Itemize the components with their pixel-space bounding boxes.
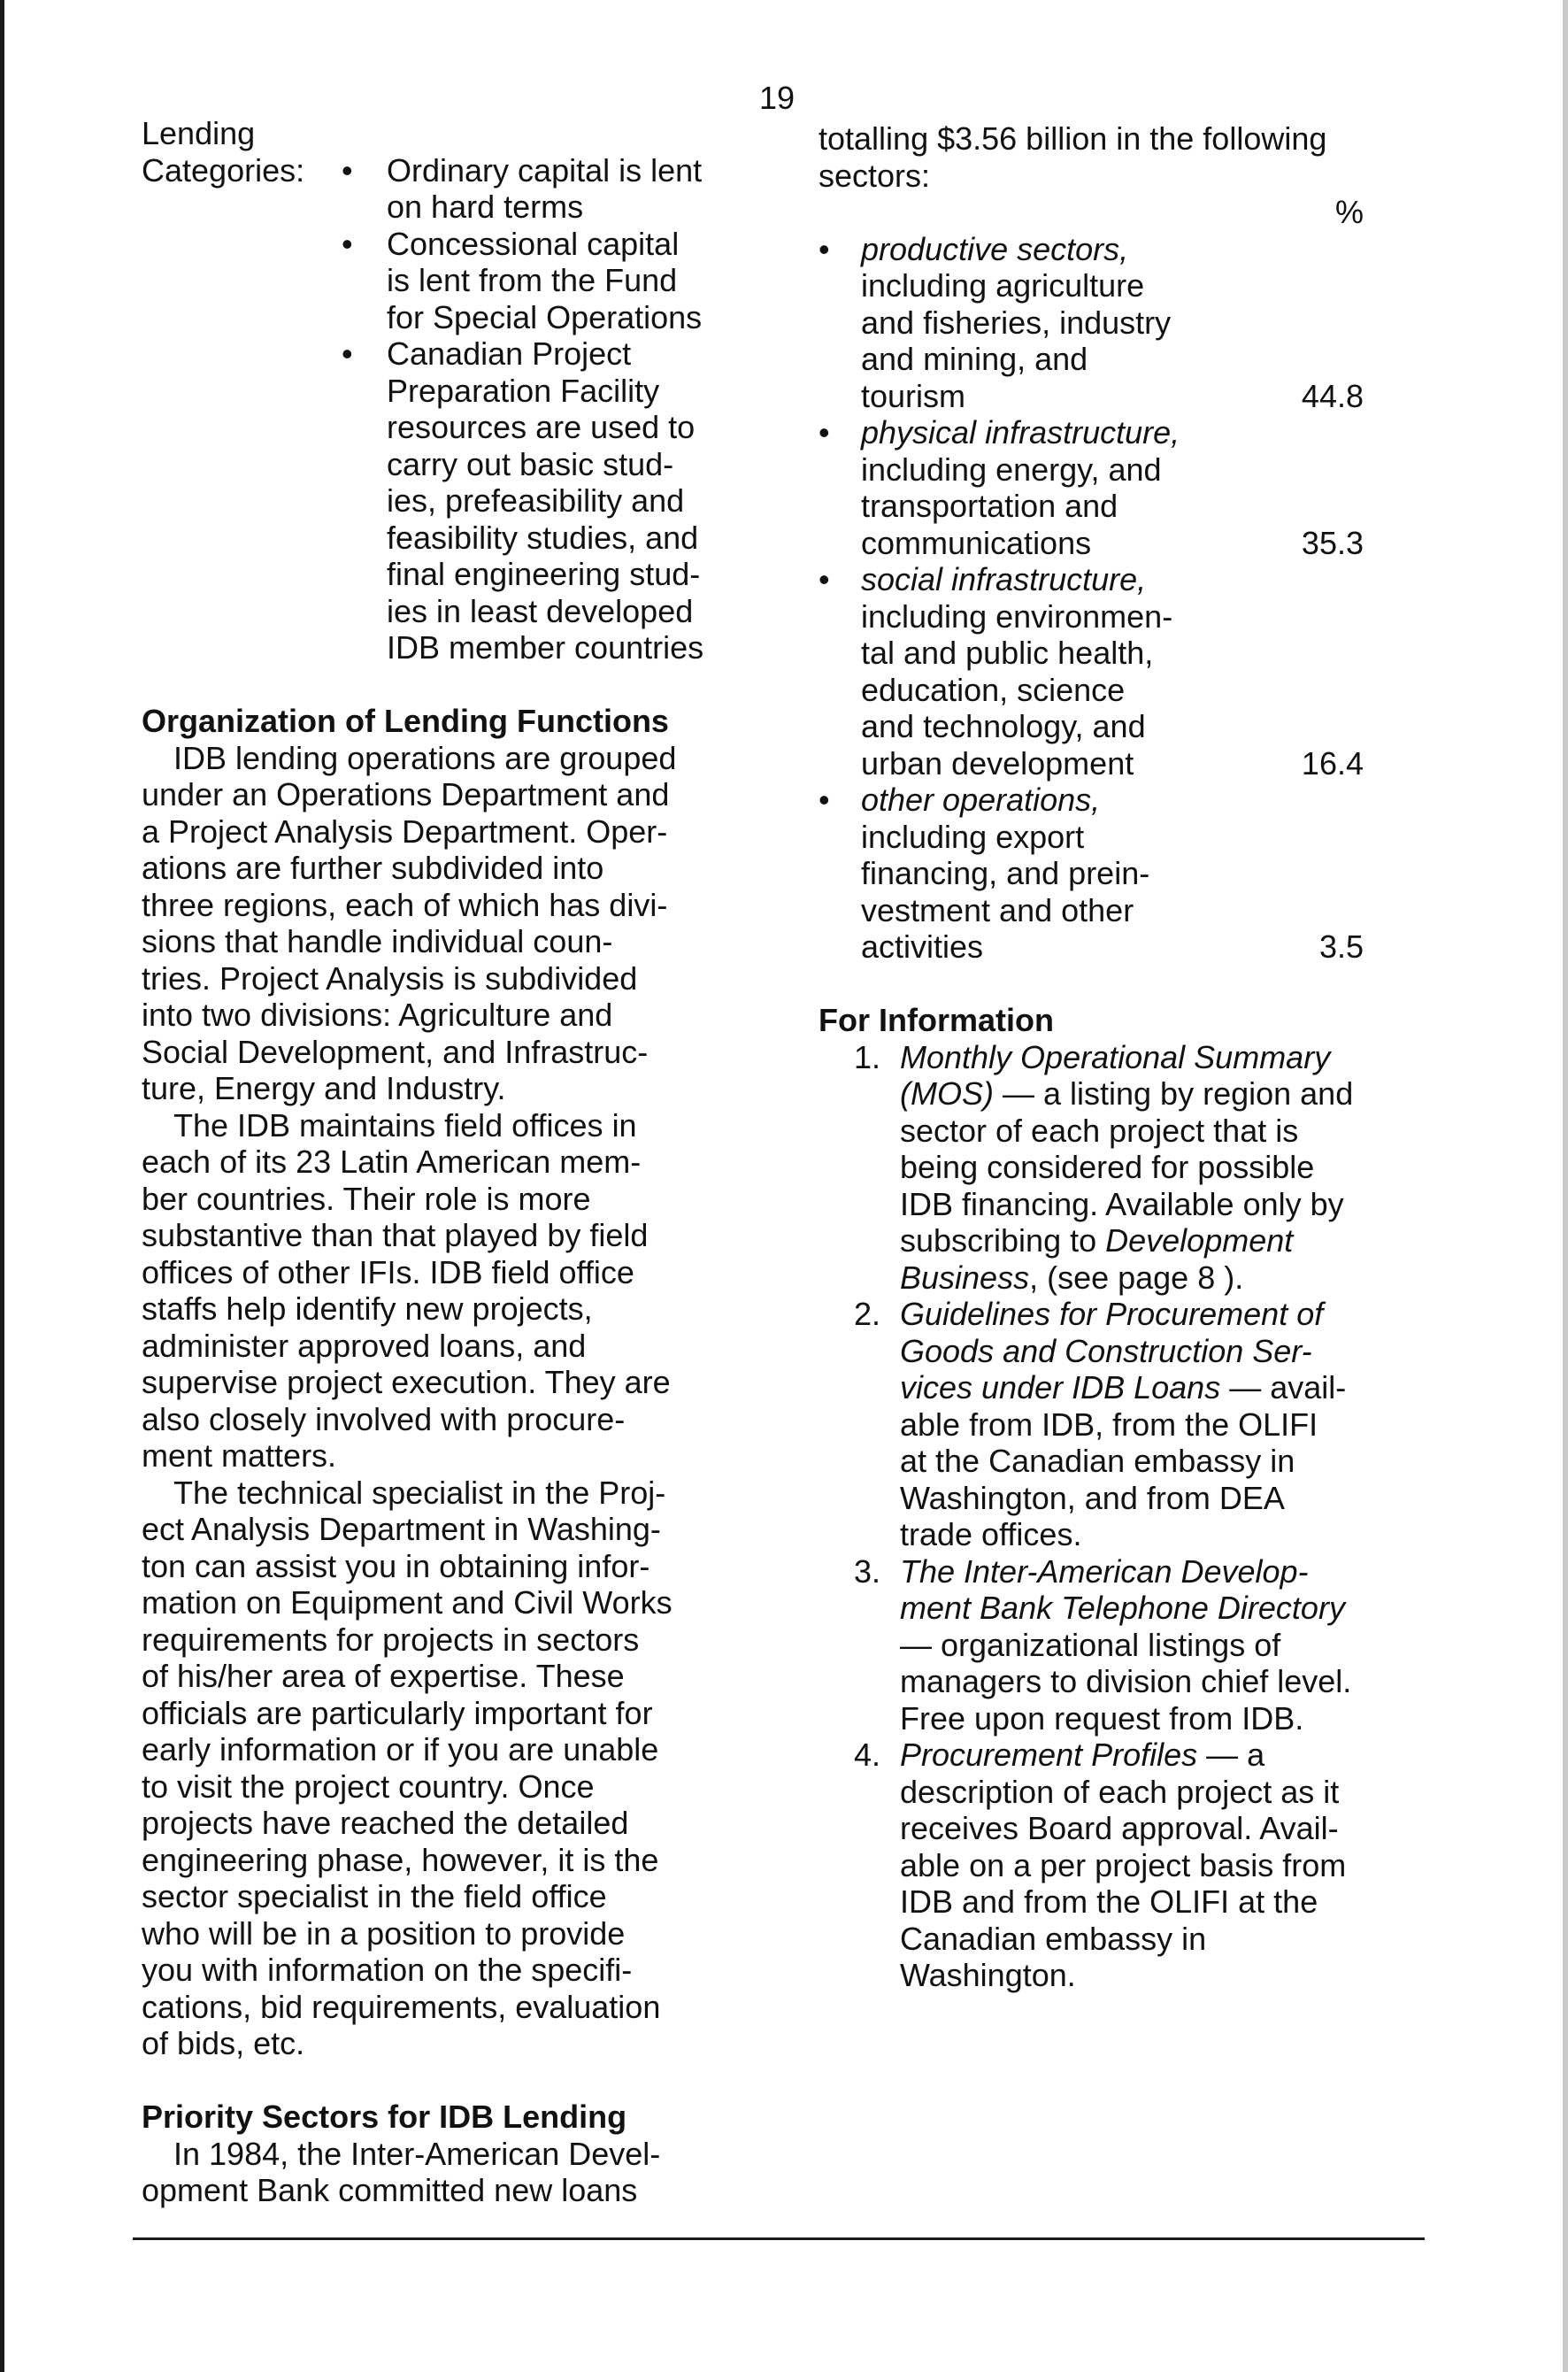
paragraph-line: Social Development, and Infrastruc- [142, 1033, 649, 1070]
paragraph-line: engineering phase, however, it is the [142, 1841, 659, 1878]
info-title: Monthly Operational Summary [900, 1038, 1331, 1075]
info-text: — a listing by region and [993, 1075, 1354, 1112]
info-text: subscribing to [900, 1222, 1097, 1259]
info-text: able from IDB, from the OLIFI [900, 1405, 1318, 1443]
sector-title: social infrastructure, [861, 561, 1147, 597]
bullet-icon: • [819, 414, 830, 451]
category-text: for Special Operations [387, 298, 703, 335]
section-heading: Organization of Lending Functions [142, 703, 669, 739]
paragraph-line: sector specialist in the field office [142, 1878, 607, 1914]
paragraph-line: ture, Energy and Industry. [142, 1070, 506, 1106]
info-text: at the Canadian embassy in [900, 1443, 1295, 1479]
bullet-icon: • [342, 225, 353, 262]
info-text: Canadian embassy in [900, 1920, 1207, 1957]
info-text: Washington, and from DEA [900, 1479, 1285, 1516]
info-item [819, 1296, 1438, 1333]
paragraph-line: also closely involved with procure- [142, 1400, 626, 1437]
category-text: Concessional capital [387, 225, 680, 262]
right-edge-shadow [1563, 0, 1568, 2372]
sector-line: financing, and prein- [861, 855, 1150, 891]
sector-line: including environmen- [861, 597, 1173, 635]
page-number: 19 [759, 80, 796, 116]
sector-percent: 44.8 [1301, 377, 1364, 414]
paragraph-line: to visit the project country. Once [142, 1767, 595, 1805]
paragraph-line: substantive than that played by field [142, 1217, 649, 1253]
info-text: being considered for possible [900, 1149, 1315, 1185]
sector-line: and technology, and [861, 708, 1146, 744]
sector-line: transportation and [861, 488, 1118, 524]
sector-line: including energy, and [861, 451, 1162, 488]
intro-line: totalling $3.56 billion in the following [819, 120, 1327, 157]
info-item [819, 1553, 1438, 1590]
sector-item [819, 782, 1438, 819]
info-text: managers to division chief level. [900, 1663, 1352, 1699]
info-title: Goods and Construction Ser- [900, 1332, 1312, 1369]
sector-item [819, 231, 1438, 268]
paragraph-line: officials are particularly important for [142, 1694, 653, 1731]
organization-section [142, 703, 761, 2062]
info-text: — a [1197, 1737, 1265, 1773]
info-text: description of each project as it [900, 1773, 1340, 1810]
paragraph-line: The IDB maintains field offices in [173, 1106, 637, 1144]
info-text: , (see page 8 ). [1029, 1259, 1244, 1296]
paragraph-line: three regions, each of which has divi- [142, 886, 668, 923]
paragraph-line: ber countries. Their role is more [142, 1180, 591, 1217]
paragraph-line: ton can assist you in obtaining infor- [142, 1547, 650, 1584]
bullet-icon: • [342, 151, 353, 189]
paragraph-line: early information or if you are unable [142, 1731, 659, 1767]
category-text: IDB member countries [387, 629, 704, 666]
category-text: on hard terms [387, 189, 584, 225]
info-text: sector of each project that is [900, 1112, 1299, 1149]
paragraph-line: ations are further subdivided into [142, 850, 604, 886]
sector-percent: 16.4 [1301, 744, 1364, 782]
sector-item [819, 561, 1438, 598]
info-text: Free upon request from IDB. [900, 1699, 1304, 1737]
info-title: (MOS) [900, 1075, 994, 1112]
info-text: — avail- [1220, 1369, 1347, 1405]
paragraph-line: mation on Equipment and Civil Works [142, 1584, 673, 1621]
paragraph-line: who will be in a position to provide [142, 1914, 626, 1952]
category-text: is lent from the Fund [387, 262, 678, 298]
section-heading: For Information [819, 1002, 1054, 1038]
sector-title: physical infrastructure, [861, 414, 1180, 451]
sector-title: productive sectors, [861, 230, 1129, 267]
info-item [819, 1039, 1438, 1076]
paragraph-line: offices of other IFIs. IDB field office [142, 1253, 634, 1290]
paragraph-line: a Project Analysis Department. Oper- [142, 812, 668, 850]
paragraph-line: sions that handle individual coun- [142, 923, 613, 959]
sector-line: tourism [861, 377, 966, 414]
intro-line: sectors: [819, 157, 931, 194]
info-number: 2. [854, 1296, 881, 1332]
info-text: able on a per project basis from [900, 1846, 1347, 1883]
paragraph-line: each of its 23 Latin American mem- [142, 1144, 642, 1180]
left-column [142, 115, 761, 2209]
sector-percent: 3.5 [1318, 928, 1364, 965]
paragraph-line: opment Bank committed new loans [142, 2172, 638, 2208]
sector-line: tal and public health, [861, 635, 1154, 671]
lending-categories-label: Categories: [142, 151, 305, 189]
paragraph-line: requirements for projects in sectors [142, 1621, 640, 1658]
paragraph-line: of his/her area of expertise. These [142, 1658, 625, 1694]
category-text: Canadian Project [387, 335, 632, 372]
category-text: ies, prefeasibility and [387, 482, 685, 519]
info-text: Washington. [900, 1957, 1076, 1993]
paragraph-line: staffs help identify new projects, [142, 1290, 593, 1327]
priority-section [142, 2099, 761, 2209]
bullet-icon: • [819, 561, 830, 597]
sector-line: vestment and other [861, 891, 1134, 928]
info-text: IDB and from the OLIFI at the [900, 1883, 1318, 1920]
bottom-rule [133, 2237, 1425, 2240]
sector-item [819, 414, 1438, 451]
info-number: 1. [854, 1038, 881, 1075]
info-text: receives Board approval. Avail- [900, 1810, 1339, 1846]
left-border-rule [0, 0, 4, 2372]
info-item [819, 1737, 1438, 1774]
info-title: Procurement Profiles [900, 1737, 1198, 1773]
paragraph-line: cations, bid requirements, evaluation [142, 1988, 661, 2025]
sector-line: including agriculture [861, 267, 1145, 304]
right-column [819, 120, 1438, 1994]
info-title: ment Bank Telephone Directory [900, 1590, 1345, 1626]
info-number: 4. [854, 1737, 881, 1773]
paragraph-line: The technical specialist in the Proj- [173, 1474, 666, 1511]
sector-title: other operations, [861, 782, 1101, 818]
paragraph-line: you with information on the specifi- [142, 1952, 633, 1988]
sector-line: activities [861, 928, 984, 965]
sector-line: communications [861, 524, 1092, 561]
paragraph-line: of bids, etc. [142, 2025, 305, 2061]
paragraph-line: projects have reached the detailed [142, 1805, 629, 1841]
bullet-icon: • [819, 230, 830, 267]
bullet-icon: • [342, 335, 353, 372]
info-text: trade offices. [900, 1516, 1082, 1552]
lending-categories-label: Lending [142, 115, 256, 151]
sector-line: education, science [861, 671, 1126, 708]
bullet-icon: • [819, 782, 830, 818]
lending-categories [142, 115, 761, 666]
info-title: vices under IDB Loans [900, 1369, 1221, 1405]
category-text: carry out basic stud- [387, 445, 674, 482]
category-text: final engineering stud- [387, 556, 701, 592]
sector-line: including export [861, 818, 1085, 855]
info-text: — organizational listings of [900, 1626, 1281, 1663]
info-title: The Inter-American Develop- [900, 1552, 1309, 1590]
category-text: feasibility studies, and [387, 519, 699, 556]
section-heading: Priority Sectors for IDB Lending [142, 2099, 627, 2135]
paragraph-line: ment matters. [142, 1437, 337, 1474]
percent-header: % [1334, 194, 1364, 230]
info-text: IDB financing. Available only by [900, 1185, 1344, 1222]
sector-percent: 35.3 [1301, 524, 1364, 561]
paragraph-line: In 1984, the Inter-American Devel- [173, 2135, 661, 2172]
category-text: Preparation Facility [387, 372, 660, 409]
sector-line: urban development [861, 744, 1134, 782]
info-title: Guidelines for Procurement of [900, 1296, 1324, 1332]
paragraph-line: supervise project execution. They are [142, 1364, 671, 1400]
info-title: Development [1105, 1222, 1294, 1259]
category-text: Ordinary capital is lent [387, 151, 703, 189]
paragraph-line: ect Analysis Department in Washing- [142, 1511, 661, 1547]
info-title: Business [900, 1259, 1030, 1296]
paragraph-line: tries. Project Analysis is subdivided [142, 959, 638, 997]
category-text: ies in least developed [387, 592, 694, 629]
info-number: 3. [854, 1552, 881, 1590]
category-text: resources are used to [387, 409, 696, 445]
sector-line: and fisheries, industry [861, 304, 1172, 341]
paragraph-line: administer approved loans, and [142, 1327, 587, 1364]
sector-line: and mining, and [861, 341, 1088, 377]
paragraph-line: IDB lending operations are grouped [173, 739, 677, 776]
paragraph-line: into two divisions: Agriculture and [142, 997, 613, 1033]
paragraph-line: under an Operations Department and [142, 776, 670, 812]
